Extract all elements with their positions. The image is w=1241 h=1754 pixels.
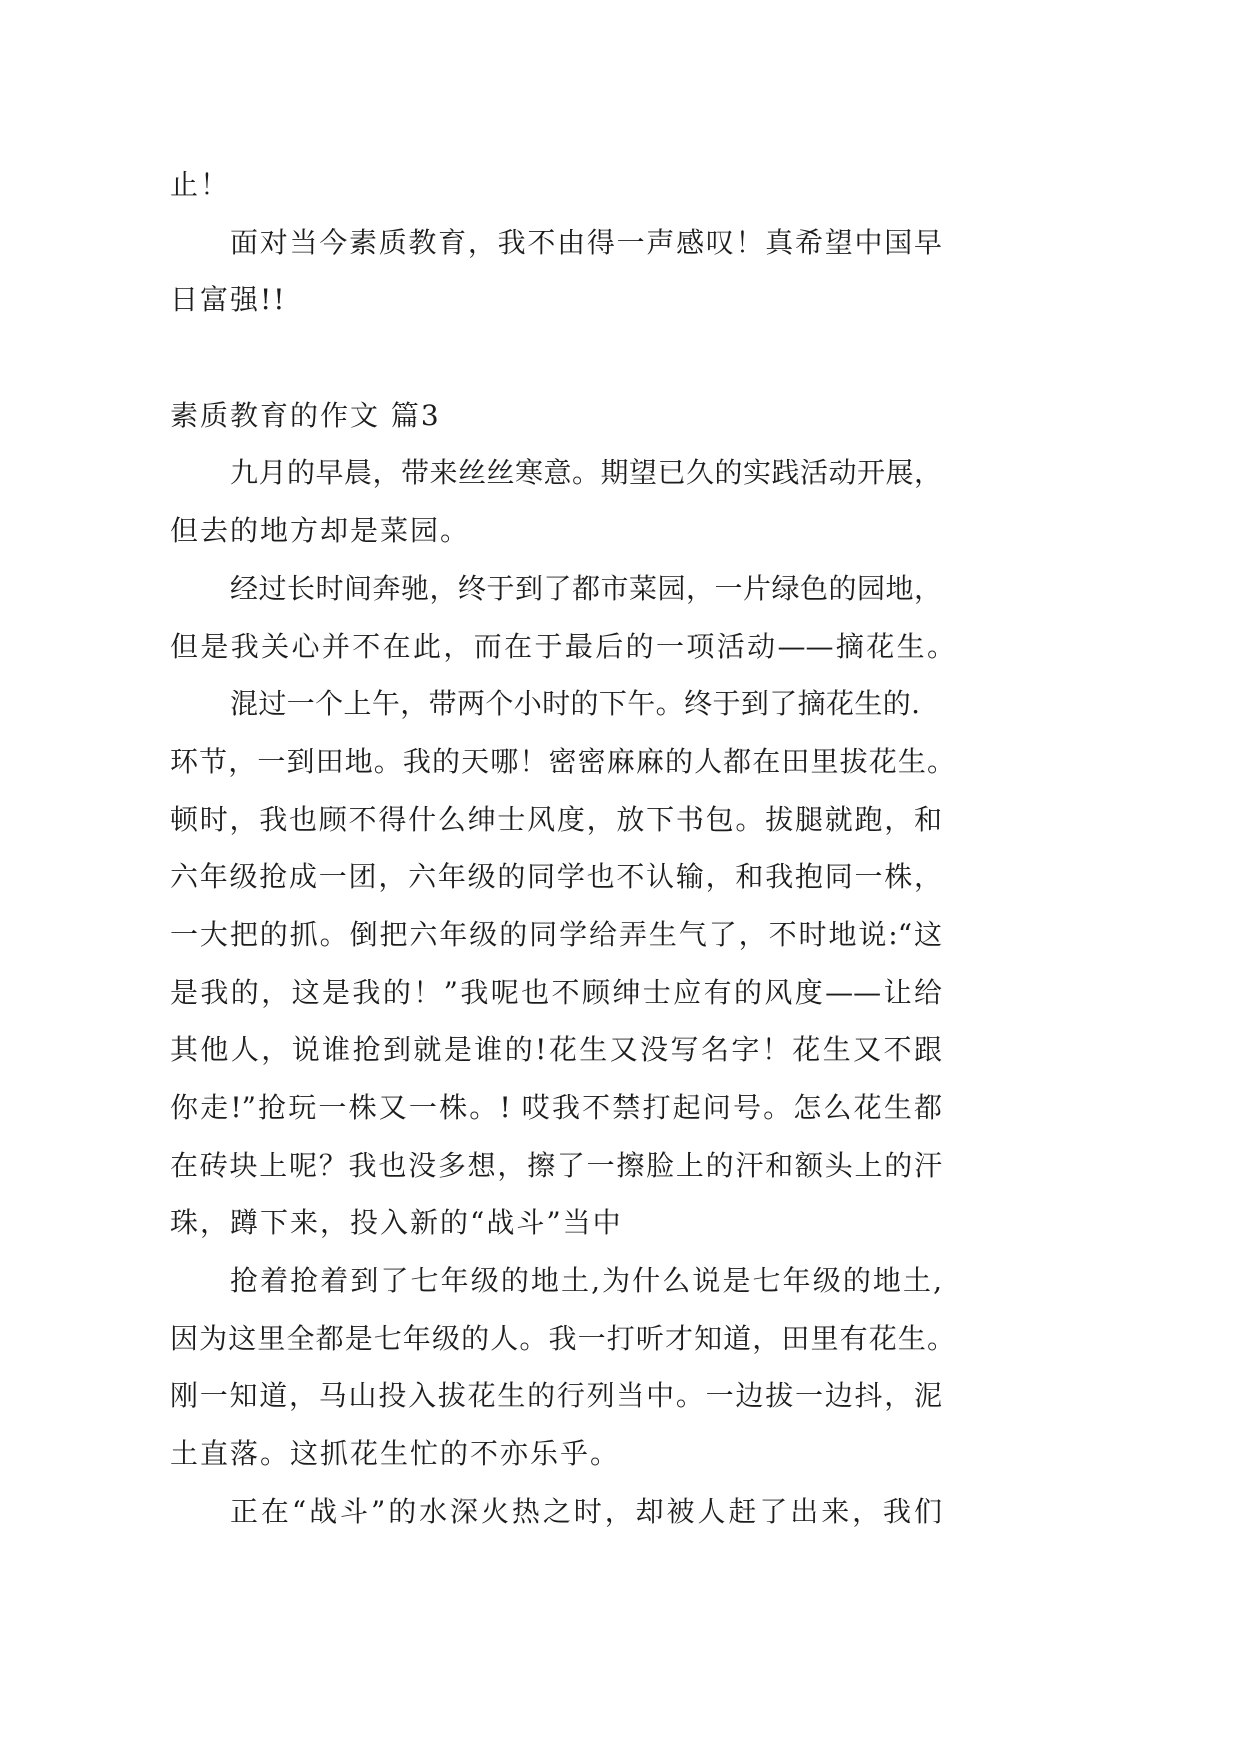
text-line: 刚一知道，马山投入拔花生的行列当中。一边拔一边抖，泥 <box>170 1379 942 1413</box>
text-line: 一大把的抓。倒把六年级的同学给弄生气了，不时地说:“这 <box>170 917 942 951</box>
text-line: 珠，蹲下来，投入新的“战斗”当中 <box>170 1206 623 1240</box>
text-line: 是我的，这是我的！”我呢也不顾绅士应有的风度——让给 <box>170 975 942 1009</box>
text-line: 你走!”抢玩一株又一株。! 哎我不禁打起问号。怎么花生都 <box>170 1091 942 1124</box>
text-line: 经过长时间奔驰，终于到了都市菜园，一片绿色的园地， <box>230 571 942 605</box>
text-line: 但是我关心并不在此，而在于最后的一项活动——摘花生。 <box>170 629 955 663</box>
text-line: 土直落。这抓花生忙的不亦乐乎。 <box>170 1437 621 1471</box>
text-line: 其他人，说谁抢到就是谁的!花生又没写名字！花生又不跟 <box>170 1033 942 1067</box>
document-body <box>170 156 970 1541</box>
text-line: 抢着抢着到了七年级的地土,为什么说是七年级的地土, <box>230 1264 942 1298</box>
text-line: 正在“战斗”的水深火热之时，却被人赶了出来，我们 <box>230 1494 942 1528</box>
text-line: 因为这里全都是七年级的人。我一打听才知道，田里有花生。 <box>170 1321 955 1355</box>
text-line: 日富强!! <box>170 283 287 317</box>
text-line: 在砖块上呢？我也没多想，擦了一擦脸上的汗和额头上的汗 <box>170 1148 942 1182</box>
text-line: 顿时，我也顾不得什么绅士风度，放下书包。拔腿就跑，和 <box>170 802 942 836</box>
text-line: 九月的早晨，带来丝丝寒意。期望已久的实践活动开展， <box>230 456 942 490</box>
text-line: 混过一个上午，带两个小时的下午。终于到了摘花生的. <box>230 687 920 721</box>
blank-line <box>170 329 970 387</box>
text-line: 面对当今素质教育，我不由得一声感叹！真希望中国早 <box>230 225 942 259</box>
section-heading: 素质教育的作文 篇3 <box>170 398 441 432</box>
text-line: 六年级抢成一团，六年级的同学也不认输，和我抱同一株， <box>170 860 942 894</box>
text-line: 但去的地方却是菜园。 <box>170 514 471 548</box>
text-line: 止！ <box>170 168 231 201</box>
text-line: 环节，一到田地。我的天哪！密密麻麻的人都在田里拔花生。 <box>170 744 955 778</box>
